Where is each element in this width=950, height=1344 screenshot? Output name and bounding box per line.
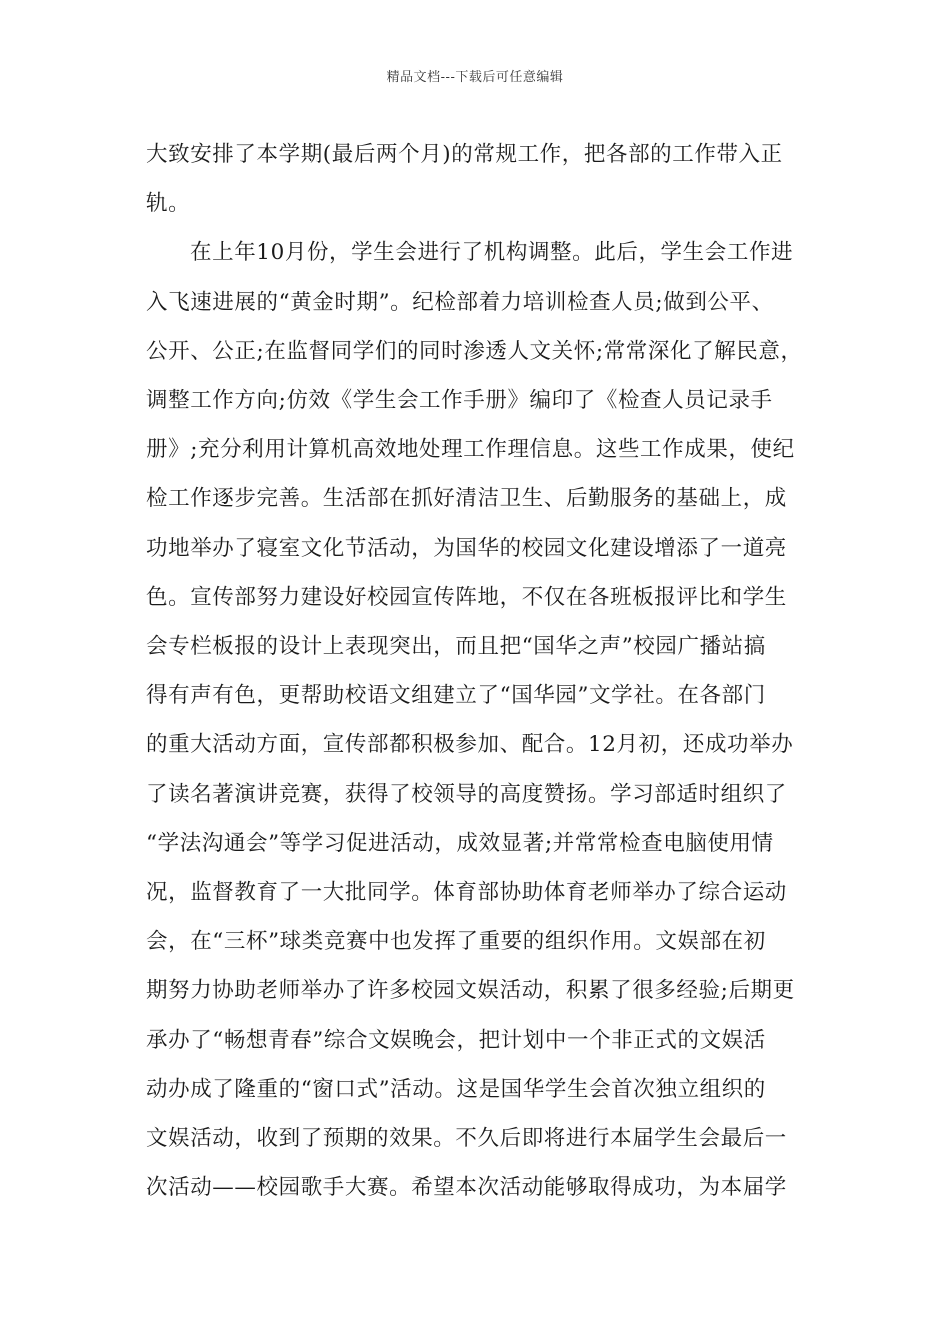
text-line: 期努力协助老师举办了许多校园文娱活动，积累了很多经验;后期更 <box>146 978 795 1004</box>
text-line: 的重大活动方面，宣传部都积极参加、配合。12月初，还成功举办 <box>146 732 794 758</box>
text-line: 文娱活动，收到了预期的效果。不久后即将进行本届学生会最后一 <box>146 1126 787 1152</box>
text-line: 调整工作方向;仿效《学生会工作手册》编印了《检查人员记录手 <box>146 388 773 414</box>
text-line: 入飞速进展的“黄金时期”。纪检部着力培训检查人员;做到公平、 <box>146 289 774 315</box>
text-line: 况，监督教育了一大批同学。体育部协助体育老师举办了综合运动 <box>146 880 787 906</box>
page-header: 精品文档---下载后可任意编辑 <box>386 70 564 85</box>
paragraph-start-line: 在上年10月份，学生会进行了机构调整。此后，学生会工作进 <box>190 240 794 266</box>
text-line: 检工作逐步完善。生活部在抓好清洁卫生、后勤服务的基础上，成 <box>146 486 787 512</box>
text-line: 会，在“三杯”球类竞赛中也发挥了重要的组织作用。文娱部在初 <box>146 929 766 955</box>
text-line: 功地举办了寝室文化节活动，为国华的校园文化建设增添了一道亮 <box>146 535 787 561</box>
text-line: 得有声有色，更帮助校语文组建立了“国华园”文学社。在各部门 <box>146 683 766 709</box>
text-line: “学法沟通会”等学习促进活动，成效显著;并常常检查电脑使用情 <box>146 830 774 856</box>
text-line: 大致安排了本学期(最后两个月)的常规工作，把各部的工作带入正 <box>146 142 783 167</box>
text-line: 了读名著演讲竞赛，获得了校领导的高度赞扬。学习部适时组织了 <box>146 781 787 807</box>
text-line: 动办成了隆重的“窗口式”活动。这是国华学生会首次独立组织的 <box>146 1076 766 1102</box>
text-line: 公开、公正;在监督同学们的同时渗透人文关怀;常常深化了解民意， <box>146 338 803 364</box>
text-line: 色。宣传部努力建设好校园宣传阵地，不仅在各班板报评比和学生 <box>146 584 787 610</box>
text-line: 会专栏板报的设计上表现突出，而且把“国华之声”校园广播站搞 <box>146 634 766 660</box>
text-line: 轨。 <box>146 191 191 217</box>
text-line: 册》;充分利用计算机高效地处理工作理信息。这些工作成果，使纪 <box>146 437 795 463</box>
text-line: 承办了“畅想青春”综合文娱晚会，把计划中一个非正式的文娱活 <box>146 1027 766 1053</box>
document-body <box>146 130 806 1212</box>
text-line: 次活动——校园歌手大赛。希望本次活动能够取得成功，为本届学 <box>146 1175 787 1201</box>
